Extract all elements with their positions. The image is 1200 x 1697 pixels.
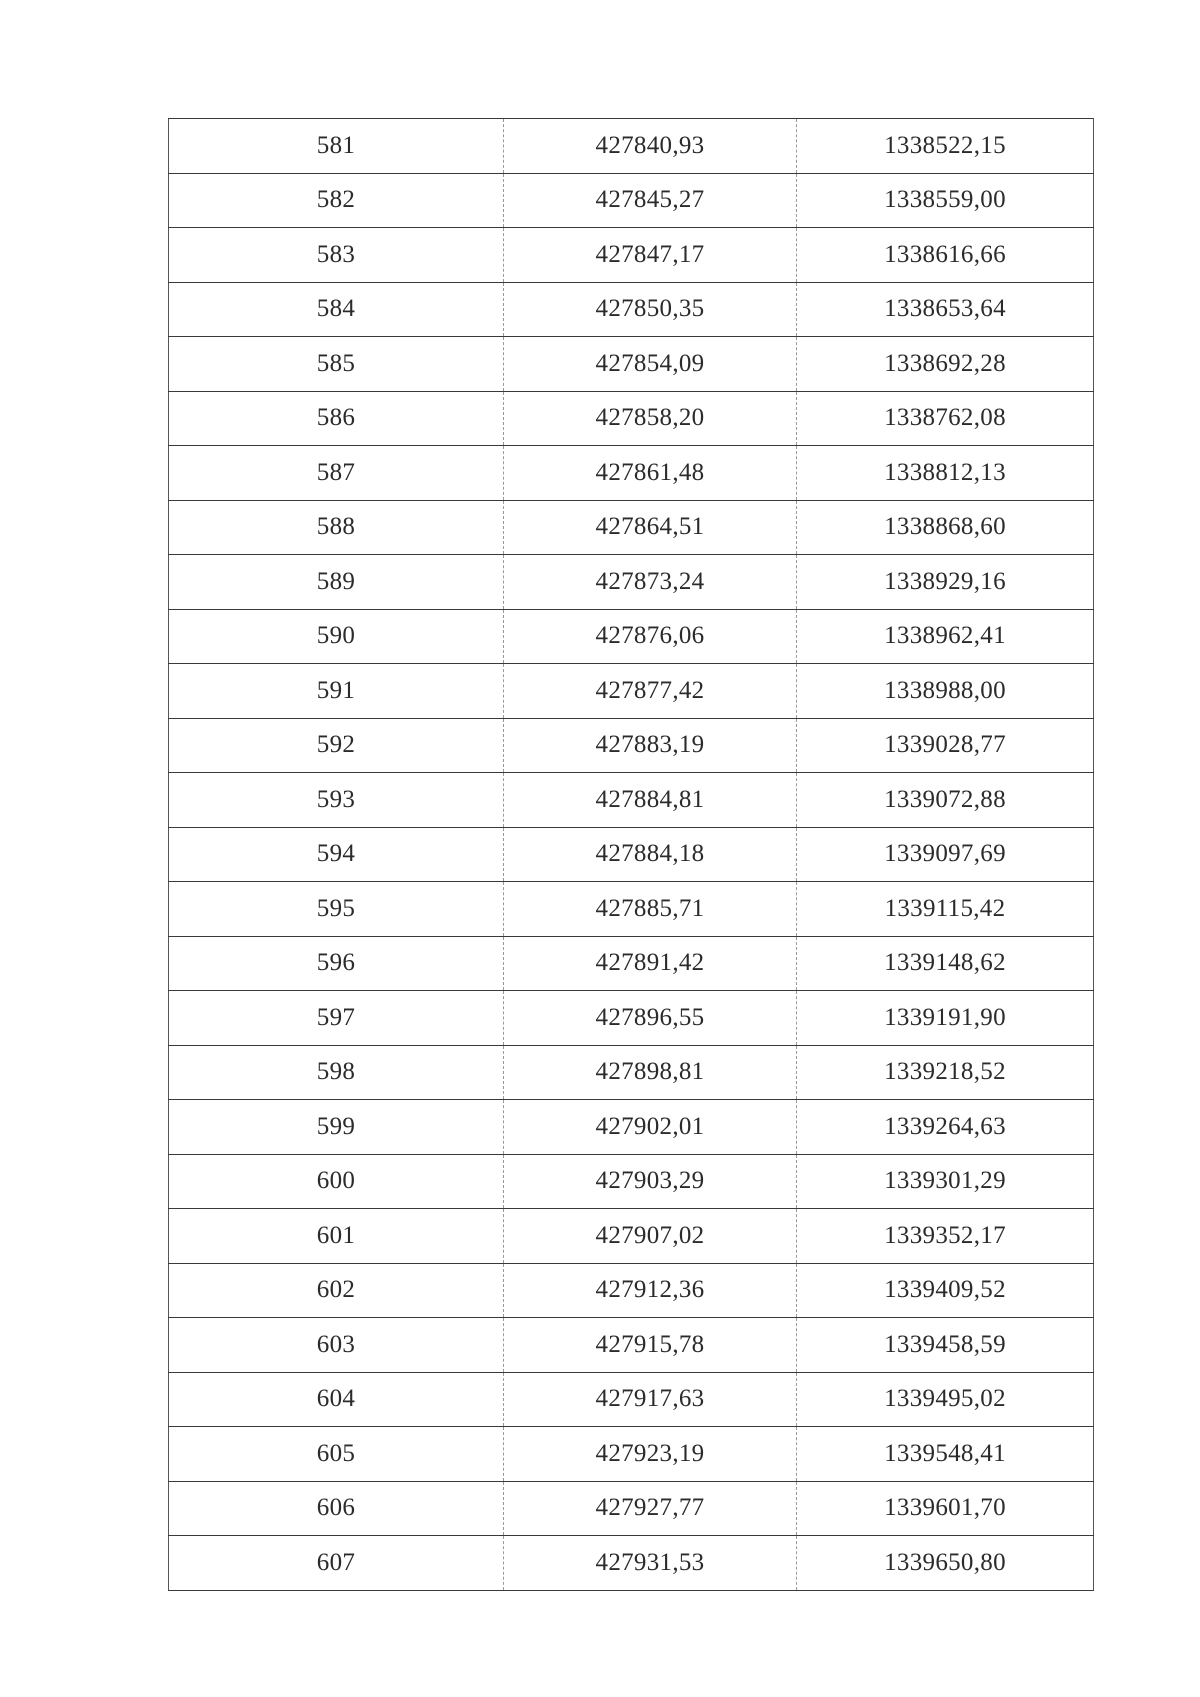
table-row: [169, 936, 1094, 991]
table-row: [169, 1045, 1094, 1100]
point-number-cell: 596: [169, 936, 504, 991]
point-number-cell: 605: [169, 1427, 504, 1482]
point-number-cell: 598: [169, 1045, 504, 1100]
table-row: [169, 1209, 1094, 1264]
y-coordinate-cell: 1338522,15: [797, 119, 1094, 174]
x-coordinate-cell: 427903,29: [504, 1154, 797, 1209]
y-coordinate-cell: 1339301,29: [797, 1154, 1094, 1209]
table-row: [169, 1318, 1094, 1373]
y-coordinate-cell: 1339352,17: [797, 1209, 1094, 1264]
y-coordinate-cell: 1338616,66: [797, 228, 1094, 283]
x-coordinate-cell: 427884,18: [504, 827, 797, 882]
x-coordinate-cell: 427891,42: [504, 936, 797, 991]
point-number-cell: 588: [169, 500, 504, 555]
x-coordinate-cell: 427885,71: [504, 882, 797, 937]
y-coordinate-cell: 1339148,62: [797, 936, 1094, 991]
y-coordinate-cell: 1339650,80: [797, 1536, 1094, 1591]
table-row: [169, 664, 1094, 719]
coordinates-table: [168, 118, 1094, 1591]
point-number-cell: 604: [169, 1372, 504, 1427]
y-coordinate-cell: 1339218,52: [797, 1045, 1094, 1100]
point-number-cell: 603: [169, 1318, 504, 1373]
table-row: [169, 391, 1094, 446]
point-number-cell: 583: [169, 228, 504, 283]
y-coordinate-cell: 1338868,60: [797, 500, 1094, 555]
table-row: [169, 1427, 1094, 1482]
x-coordinate-cell: 427898,81: [504, 1045, 797, 1100]
x-coordinate-cell: 427931,53: [504, 1536, 797, 1591]
x-coordinate-cell: 427876,06: [504, 609, 797, 664]
y-coordinate-cell: 1339028,77: [797, 718, 1094, 773]
table-row: [169, 173, 1094, 228]
y-coordinate-cell: 1339264,63: [797, 1100, 1094, 1155]
y-coordinate-cell: 1338929,16: [797, 555, 1094, 610]
table-row: [169, 773, 1094, 828]
y-coordinate-cell: 1339458,59: [797, 1318, 1094, 1373]
table-row: [169, 1263, 1094, 1318]
table-row: [169, 718, 1094, 773]
point-number-cell: 597: [169, 991, 504, 1046]
y-coordinate-cell: 1338653,64: [797, 282, 1094, 337]
point-number-cell: 590: [169, 609, 504, 664]
y-coordinate-cell: 1339601,70: [797, 1481, 1094, 1536]
x-coordinate-cell: 427850,35: [504, 282, 797, 337]
x-coordinate-cell: 427845,27: [504, 173, 797, 228]
table-row: [169, 1372, 1094, 1427]
point-number-cell: 589: [169, 555, 504, 610]
point-number-cell: 585: [169, 337, 504, 392]
x-coordinate-cell: 427915,78: [504, 1318, 797, 1373]
coordinates-table-body: [169, 119, 1094, 1591]
y-coordinate-cell: 1339495,02: [797, 1372, 1094, 1427]
x-coordinate-cell: 427917,63: [504, 1372, 797, 1427]
y-coordinate-cell: 1339409,52: [797, 1263, 1094, 1318]
table-row: [169, 337, 1094, 392]
table-row: [169, 1154, 1094, 1209]
point-number-cell: 594: [169, 827, 504, 882]
y-coordinate-cell: 1339072,88: [797, 773, 1094, 828]
table-row: [169, 500, 1094, 555]
x-coordinate-cell: 427840,93: [504, 119, 797, 174]
table-row: [169, 991, 1094, 1046]
table-row: [169, 228, 1094, 283]
x-coordinate-cell: 427896,55: [504, 991, 797, 1046]
point-number-cell: 599: [169, 1100, 504, 1155]
point-number-cell: 606: [169, 1481, 504, 1536]
point-number-cell: 581: [169, 119, 504, 174]
x-coordinate-cell: 427907,02: [504, 1209, 797, 1264]
y-coordinate-cell: 1338762,08: [797, 391, 1094, 446]
y-coordinate-cell: 1338988,00: [797, 664, 1094, 719]
point-number-cell: 586: [169, 391, 504, 446]
point-number-cell: 591: [169, 664, 504, 719]
table-row: [169, 282, 1094, 337]
x-coordinate-cell: 427854,09: [504, 337, 797, 392]
x-coordinate-cell: 427861,48: [504, 446, 797, 501]
y-coordinate-cell: 1339191,90: [797, 991, 1094, 1046]
y-coordinate-cell: 1338962,41: [797, 609, 1094, 664]
point-number-cell: 595: [169, 882, 504, 937]
y-coordinate-cell: 1339097,69: [797, 827, 1094, 882]
point-number-cell: 582: [169, 173, 504, 228]
point-number-cell: 593: [169, 773, 504, 828]
table-row: [169, 1536, 1094, 1591]
y-coordinate-cell: 1339115,42: [797, 882, 1094, 937]
x-coordinate-cell: 427884,81: [504, 773, 797, 828]
y-coordinate-cell: 1338559,00: [797, 173, 1094, 228]
point-number-cell: 600: [169, 1154, 504, 1209]
point-number-cell: 584: [169, 282, 504, 337]
table-row: [169, 555, 1094, 610]
x-coordinate-cell: 427912,36: [504, 1263, 797, 1318]
table-row: [169, 1481, 1094, 1536]
table-row: [169, 446, 1094, 501]
x-coordinate-cell: 427923,19: [504, 1427, 797, 1482]
y-coordinate-cell: 1338692,28: [797, 337, 1094, 392]
table-row: [169, 1100, 1094, 1155]
x-coordinate-cell: 427883,19: [504, 718, 797, 773]
x-coordinate-cell: 427927,77: [504, 1481, 797, 1536]
table-row: [169, 119, 1094, 174]
x-coordinate-cell: 427873,24: [504, 555, 797, 610]
point-number-cell: 592: [169, 718, 504, 773]
x-coordinate-cell: 427902,01: [504, 1100, 797, 1155]
point-number-cell: 602: [169, 1263, 504, 1318]
point-number-cell: 587: [169, 446, 504, 501]
x-coordinate-cell: 427877,42: [504, 664, 797, 719]
point-number-cell: 601: [169, 1209, 504, 1264]
table-row: [169, 882, 1094, 937]
y-coordinate-cell: 1339548,41: [797, 1427, 1094, 1482]
table-row: [169, 609, 1094, 664]
x-coordinate-cell: 427847,17: [504, 228, 797, 283]
x-coordinate-cell: 427864,51: [504, 500, 797, 555]
table-row: [169, 827, 1094, 882]
x-coordinate-cell: 427858,20: [504, 391, 797, 446]
point-number-cell: 607: [169, 1536, 504, 1591]
y-coordinate-cell: 1338812,13: [797, 446, 1094, 501]
